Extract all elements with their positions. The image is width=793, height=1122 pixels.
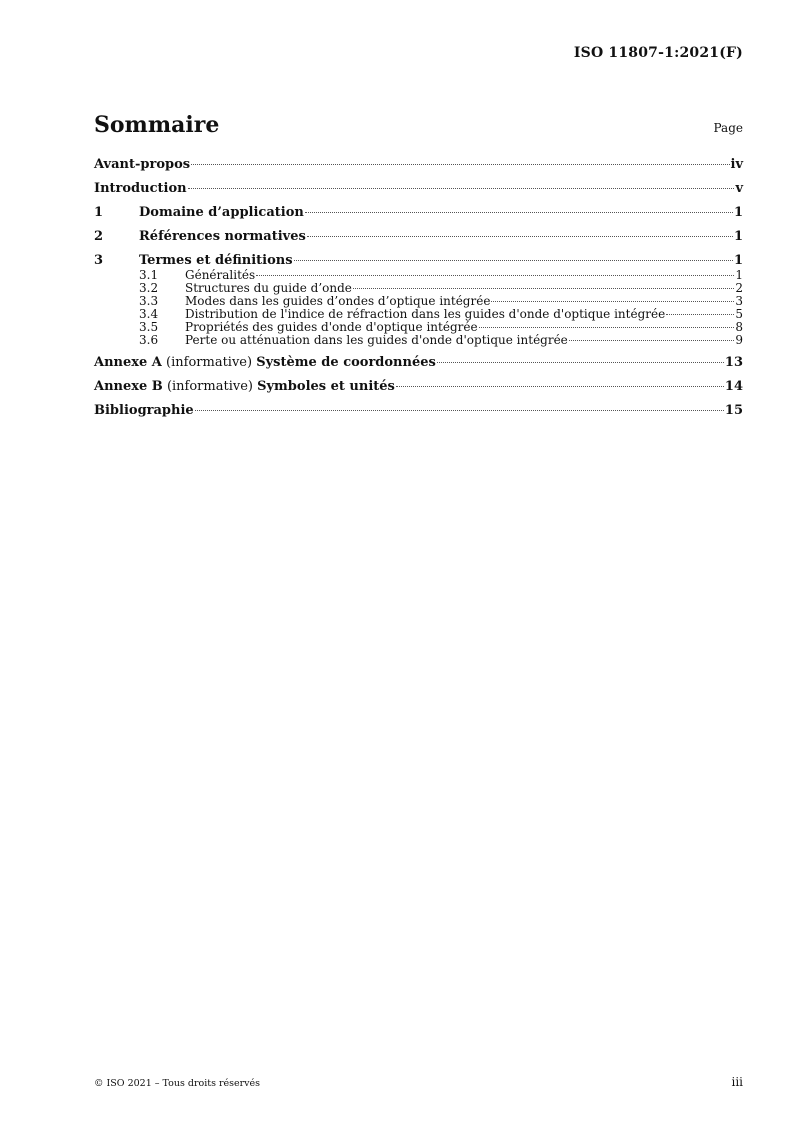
toc-entry-label	[94, 379, 395, 395]
leader-dots	[396, 386, 724, 387]
toc-entry-number: 3.5	[139, 320, 159, 334]
toc-entry-number: 3.1	[139, 268, 159, 282]
toc-entry-label: Références normatives	[139, 229, 306, 244]
toc-entry-page: 9	[735, 333, 743, 347]
toc-entry-number: 1	[94, 205, 104, 220]
toc-entry-label: Généralités	[185, 268, 256, 282]
toc-entry-label: Bibliographie	[94, 403, 194, 418]
toc-entry-label: Introduction	[94, 181, 187, 196]
toc-entry-label: Termes et définitions	[139, 253, 293, 268]
toc-entry-label: Structures du guide d’onde	[185, 281, 352, 295]
toc-entry-page: iv	[730, 157, 743, 172]
page-number: iii	[731, 1075, 743, 1089]
toc-entry-number: 3.3	[139, 294, 159, 308]
toc-entry-annex-a[interactable]	[94, 355, 743, 371]
toc-entry-page: 15	[724, 403, 743, 418]
leader-dots	[437, 362, 724, 363]
toc-entry-number: 3.4	[139, 307, 159, 321]
leader-dots	[569, 340, 735, 341]
title-row	[94, 112, 743, 138]
toc-entry-page: 13	[724, 355, 743, 370]
annex-title: Système de coordonnées	[256, 355, 436, 370]
leader-dots	[195, 410, 724, 411]
toc-entry-page: 8	[735, 320, 743, 334]
toc-entry-label: Distribution de l'indice de réfraction dans les guides d'onde d'optique intégrée	[185, 307, 666, 321]
annex-prefix: Annexe B	[94, 379, 163, 394]
toc-entry-number: 3.2	[139, 281, 159, 295]
toc-entry-number: 2	[94, 229, 104, 244]
page-column-label: Page	[713, 121, 743, 135]
toc-entry-number: 3	[94, 253, 104, 268]
toc-entry-avant-propos[interactable]	[94, 157, 743, 173]
leader-dots	[666, 314, 734, 315]
toc-entry-page: 14	[724, 379, 743, 394]
annex-kind: (informative)	[166, 379, 253, 394]
copyright-notice: © ISO 2021 – Tous droits réservés	[94, 1078, 261, 1089]
toc-entry-section-1[interactable]	[94, 205, 743, 221]
toc-entry-page: 1	[735, 268, 743, 282]
toc-entry-label: Perte ou atténuation dans les guides d'onde d'optique intégrée	[185, 333, 568, 347]
leader-dots	[256, 275, 734, 276]
leader-dots	[491, 301, 734, 302]
toc-entry-page: 1	[733, 253, 743, 268]
leader-dots	[305, 212, 733, 213]
toc-entry-label: Domaine d’application	[139, 205, 304, 220]
toc-entry-section-3[interactable]	[94, 253, 743, 269]
toc-entry-label: Modes dans les guides d’ondes d’optique intégrée	[185, 294, 491, 308]
leader-dots	[353, 288, 734, 289]
leader-dots	[188, 188, 735, 189]
leader-dots	[479, 327, 735, 328]
page-footer	[94, 1075, 743, 1089]
toc-entry-page: 5	[735, 307, 743, 321]
toc-entry-page: 3	[735, 294, 743, 308]
toc-entry-page: 2	[735, 281, 743, 295]
toc-entry-label	[94, 355, 436, 371]
toc-entry-label: Avant-propos	[94, 157, 191, 172]
toc-entry-page: 1	[733, 229, 743, 244]
toc-entry-annex-b[interactable]	[94, 379, 743, 395]
annex-title: Symboles et unités	[257, 379, 395, 394]
toc-entry-bibliographie[interactable]	[94, 403, 743, 419]
leader-dots	[191, 164, 729, 165]
toc-entry-section-2[interactable]	[94, 229, 743, 245]
annex-kind: (informative)	[166, 355, 253, 370]
annex-prefix: Annexe A	[94, 355, 162, 370]
leader-dots	[307, 236, 733, 237]
toc-entry-page: 1	[733, 205, 743, 220]
standard-id: ISO 11807-1:2021(F)	[573, 45, 743, 61]
toc-entry-3-6[interactable]	[94, 334, 743, 347]
toc-entry-label: Propriétés des guides d'onde d'optique intégrée	[185, 320, 478, 334]
toc-entry-number: 3.6	[139, 333, 159, 347]
page-title: Sommaire	[94, 112, 220, 138]
leader-dots	[294, 260, 733, 261]
table-of-contents	[94, 157, 743, 427]
toc-entry-introduction[interactable]	[94, 181, 743, 197]
toc-entry-page: v	[735, 181, 743, 196]
